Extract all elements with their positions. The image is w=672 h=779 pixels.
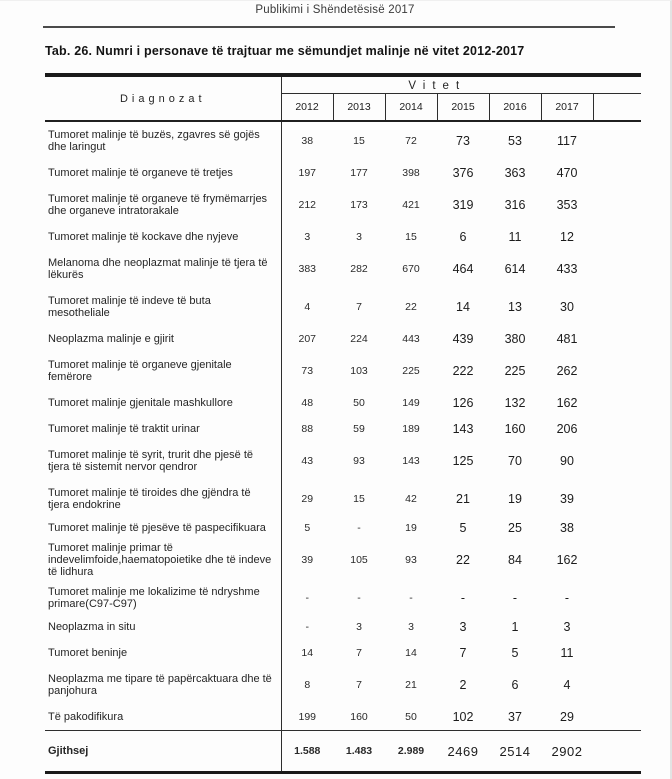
value-cell: 481 <box>556 332 578 346</box>
value-cell: 5 <box>304 522 311 534</box>
total-row <box>45 731 641 773</box>
header-filler <box>593 94 641 122</box>
value-cell: 433 <box>556 262 578 276</box>
header-divider <box>43 26 615 28</box>
value-cell: - <box>305 592 309 604</box>
value-cell: - <box>357 522 361 534</box>
value-cell: 38 <box>301 135 314 147</box>
value-cell: 173 <box>350 199 368 211</box>
value-cell: - <box>305 621 309 633</box>
value-cell: 14 <box>301 647 314 659</box>
value-cell: 206 <box>556 422 578 436</box>
column-header-year: 2015 <box>437 94 489 122</box>
value-cell: 5 <box>511 646 519 660</box>
value-cell: 149 <box>402 397 420 409</box>
row-filler <box>593 442 641 480</box>
value-cell: 19 <box>405 522 417 534</box>
diagnoses-table <box>45 73 641 774</box>
column-header-year: 2017 <box>541 94 593 122</box>
value-cell: 19 <box>508 492 522 506</box>
value-cell: 398 <box>402 167 420 179</box>
total-value-cell: 2902 <box>541 731 593 773</box>
value-cell: 39 <box>560 492 574 506</box>
value-cell: 21 <box>405 679 417 691</box>
value-cell: 38 <box>560 521 574 535</box>
diagnosis-cell: Tumoret malinje gjenitale mashkullore <box>45 390 281 416</box>
diagnosis-cell: Tumoret malinje të organeve të tretjes <box>45 160 281 186</box>
value-cell: 11 <box>508 230 522 244</box>
diagnosis-cell: Tumoret malinje të kockave dhe nyjeve <box>45 224 281 250</box>
value-cell: 132 <box>504 396 526 410</box>
value-cell: 15 <box>405 231 417 243</box>
diagnosis-cell: Tumoret malinje të organeve të frymëmarrjes dhe organeve intratorakale <box>45 186 281 224</box>
column-group-header-vitet: Vitet <box>281 75 593 94</box>
value-cell: 11 <box>560 646 574 660</box>
value-cell: 25 <box>508 521 522 535</box>
table-row <box>45 614 641 640</box>
table-row <box>45 704 641 731</box>
row-filler <box>593 666 641 704</box>
diagnosis-cell: Tumoret malinje të syrit, trurit dhe pjesë të tjera të sistemit nervor qendror <box>45 442 281 480</box>
value-cell: 3 <box>356 231 362 243</box>
table-row <box>45 288 641 326</box>
value-cell: 3 <box>356 621 362 633</box>
value-cell: 88 <box>301 423 314 435</box>
value-cell: 3 <box>563 620 571 634</box>
table-row <box>45 666 641 704</box>
value-cell: 197 <box>298 167 317 179</box>
row-filler <box>593 390 641 416</box>
value-cell: 42 <box>405 493 417 505</box>
value-cell: 7 <box>459 646 467 660</box>
value-cell: 3 <box>408 621 414 633</box>
row-filler <box>593 224 641 250</box>
value-cell: 126 <box>452 396 474 410</box>
diagnosis-cell: Tumoret malinje të traktit urinar <box>45 416 281 442</box>
value-cell: 212 <box>298 199 317 211</box>
header-filler <box>593 75 641 94</box>
value-cell: - <box>460 591 466 605</box>
value-cell: 189 <box>402 423 420 435</box>
value-cell: 222 <box>452 364 474 378</box>
value-cell: 143 <box>452 422 474 436</box>
value-cell: 207 <box>298 333 317 345</box>
row-filler <box>593 416 641 442</box>
value-cell: 73 <box>301 365 314 377</box>
page-header: Publikimi i Shëndetësisë 2017 <box>255 4 415 16</box>
column-header-year: 2016 <box>489 94 541 122</box>
total-value-cell: 1.483 <box>333 731 385 773</box>
value-cell: 470 <box>556 166 578 180</box>
value-cell: 6 <box>459 230 467 244</box>
value-cell: 50 <box>353 397 365 409</box>
table-row <box>45 582 641 614</box>
row-filler <box>593 186 641 224</box>
value-cell: 50 <box>405 711 417 723</box>
value-cell: - <box>512 591 518 605</box>
table-row <box>45 326 641 352</box>
value-cell: 93 <box>353 455 365 467</box>
value-cell: 43 <box>301 455 314 467</box>
value-cell: 29 <box>301 493 314 505</box>
column-header-year: 2013 <box>333 94 385 122</box>
value-cell: 376 <box>452 166 474 180</box>
value-cell: 90 <box>560 454 574 468</box>
row-filler <box>593 731 641 773</box>
column-header-year: 2014 <box>385 94 437 122</box>
total-value-cell: 2514 <box>489 731 541 773</box>
value-cell: 7 <box>356 679 362 691</box>
value-cell: 105 <box>350 554 368 566</box>
value-cell: 160 <box>504 422 526 436</box>
value-cell: 225 <box>402 365 420 377</box>
row-filler <box>593 160 641 186</box>
row-filler <box>593 640 641 666</box>
value-cell: 103 <box>350 365 368 377</box>
diagnosis-cell: Tumoret malinje të organeve gjenitale femërore <box>45 352 281 390</box>
value-cell: 380 <box>504 332 526 346</box>
value-cell: 4 <box>563 678 571 692</box>
row-filler <box>593 704 641 731</box>
value-cell: - <box>409 592 413 604</box>
row-filler <box>593 538 641 582</box>
value-cell: 319 <box>452 198 474 212</box>
row-filler <box>593 352 641 390</box>
table-row <box>45 160 641 186</box>
value-cell: 177 <box>350 167 368 179</box>
value-cell: 4 <box>304 301 311 313</box>
row-filler <box>593 480 641 518</box>
table-row <box>45 390 641 416</box>
value-cell: 30 <box>560 300 574 314</box>
value-cell: 14 <box>456 300 470 314</box>
value-cell: 160 <box>350 711 368 723</box>
value-cell: 199 <box>298 711 317 723</box>
value-cell: 6 <box>511 678 519 692</box>
value-cell: 12 <box>560 230 574 244</box>
value-cell: 102 <box>452 710 474 724</box>
value-cell: 39 <box>301 554 314 566</box>
row-filler <box>593 614 641 640</box>
table-row <box>45 121 641 160</box>
row-filler <box>593 326 641 352</box>
value-cell: 15 <box>353 493 365 505</box>
value-cell: 383 <box>298 263 317 275</box>
diagnosis-cell: Melanoma dhe neoplazmat malinje të tjera të lëkurës <box>45 250 281 288</box>
row-filler <box>593 288 641 326</box>
table-row <box>45 224 641 250</box>
value-cell: 48 <box>301 397 314 409</box>
value-cell: 464 <box>452 262 474 276</box>
value-cell: 22 <box>456 553 470 567</box>
value-cell: 21 <box>456 492 470 506</box>
value-cell: 84 <box>508 553 522 567</box>
value-cell: 5 <box>459 521 467 535</box>
diagnosis-cell: Tumoret malinje të tiroides dhe gjëndra të tjera endokrine <box>45 480 281 518</box>
table-title: Tab. 26. Numri i personave të trajtuar me sëmundjet malinje në vitet 2012-2017 <box>45 44 525 58</box>
table-row <box>45 250 641 288</box>
diagnosis-cell: Tumoret malinje primar të indevelimfoide,haematopoietike dhe të indeve të lidhura <box>45 538 281 582</box>
value-cell: 1 <box>511 620 519 634</box>
table-row <box>45 442 641 480</box>
value-cell: 15 <box>353 135 365 147</box>
value-cell: 262 <box>556 364 578 378</box>
value-cell: 70 <box>508 454 522 468</box>
value-cell: 3 <box>459 620 467 634</box>
row-filler <box>593 582 641 614</box>
value-cell: 7 <box>356 647 362 659</box>
value-cell: 72 <box>405 135 417 147</box>
table-row <box>45 186 641 224</box>
table-row <box>45 352 641 390</box>
value-cell: 3 <box>304 231 311 243</box>
value-cell: 14 <box>405 647 417 659</box>
diagnosis-cell: Neoplazma in situ <box>45 614 281 640</box>
value-cell: 93 <box>405 554 417 566</box>
value-cell: 353 <box>556 198 578 212</box>
value-cell: 73 <box>456 134 470 148</box>
value-cell: 162 <box>556 553 578 567</box>
total-value-cell: 1.588 <box>281 731 333 773</box>
value-cell: 225 <box>504 364 526 378</box>
value-cell: 282 <box>350 263 368 275</box>
diagnosis-cell: Tumoret beninje <box>45 640 281 666</box>
value-cell: 162 <box>556 396 578 410</box>
value-cell: - <box>564 591 570 605</box>
column-header-diagnozat: Diagnozat <box>45 75 281 121</box>
value-cell: - <box>357 592 361 604</box>
row-filler <box>593 250 641 288</box>
table-row <box>45 538 641 582</box>
value-cell: 143 <box>402 455 420 467</box>
value-cell: 614 <box>504 262 526 276</box>
diagnosis-cell: Tumoret malinje të indeve të buta mesotheliale <box>45 288 281 326</box>
diagnosis-cell: Të pakodifikura <box>45 704 281 731</box>
value-cell: 7 <box>356 301 362 313</box>
value-cell: 37 <box>508 710 522 724</box>
total-value-cell: 2.989 <box>385 731 437 773</box>
table-row <box>45 480 641 518</box>
value-cell: 224 <box>350 333 368 345</box>
value-cell: 363 <box>504 166 526 180</box>
value-cell: 125 <box>452 454 474 468</box>
table-row <box>45 416 641 442</box>
value-cell: 22 <box>405 301 417 313</box>
row-filler <box>593 121 641 160</box>
value-cell: 117 <box>557 134 577 148</box>
column-header-year: 2012 <box>281 94 333 122</box>
total-value-cell: 2469 <box>437 731 489 773</box>
row-filler <box>593 518 641 538</box>
value-cell: 439 <box>452 332 474 346</box>
diagnosis-cell: Tumoret malinje të pjesëve të paspecifikuara <box>45 518 281 538</box>
value-cell: 13 <box>508 300 522 314</box>
diagnosis-cell: Tumoret malinje të buzës, zgavres së gojës dhe laringut <box>45 121 281 160</box>
diagnosis-cell: Neoplazma malinje e gjirit <box>45 326 281 352</box>
diagnosis-cell: Tumoret malinje me lokalizime të ndryshme primare(C97-C97) <box>45 582 281 614</box>
value-cell: 443 <box>402 333 420 345</box>
value-cell: 59 <box>353 423 365 435</box>
diagnosis-cell: Neoplazma me tipare të papërcaktuara dhe të panjohura <box>45 666 281 704</box>
value-cell: 29 <box>560 710 574 724</box>
header-row-group <box>45 75 641 94</box>
value-cell: 670 <box>402 263 420 275</box>
value-cell: 316 <box>504 198 526 212</box>
value-cell: 53 <box>508 134 522 148</box>
table-row <box>45 640 641 666</box>
value-cell: 421 <box>402 199 420 211</box>
total-label-cell: Gjithsej <box>45 731 281 773</box>
table-row <box>45 518 641 538</box>
value-cell: 2 <box>459 678 467 692</box>
value-cell: 8 <box>304 679 311 691</box>
